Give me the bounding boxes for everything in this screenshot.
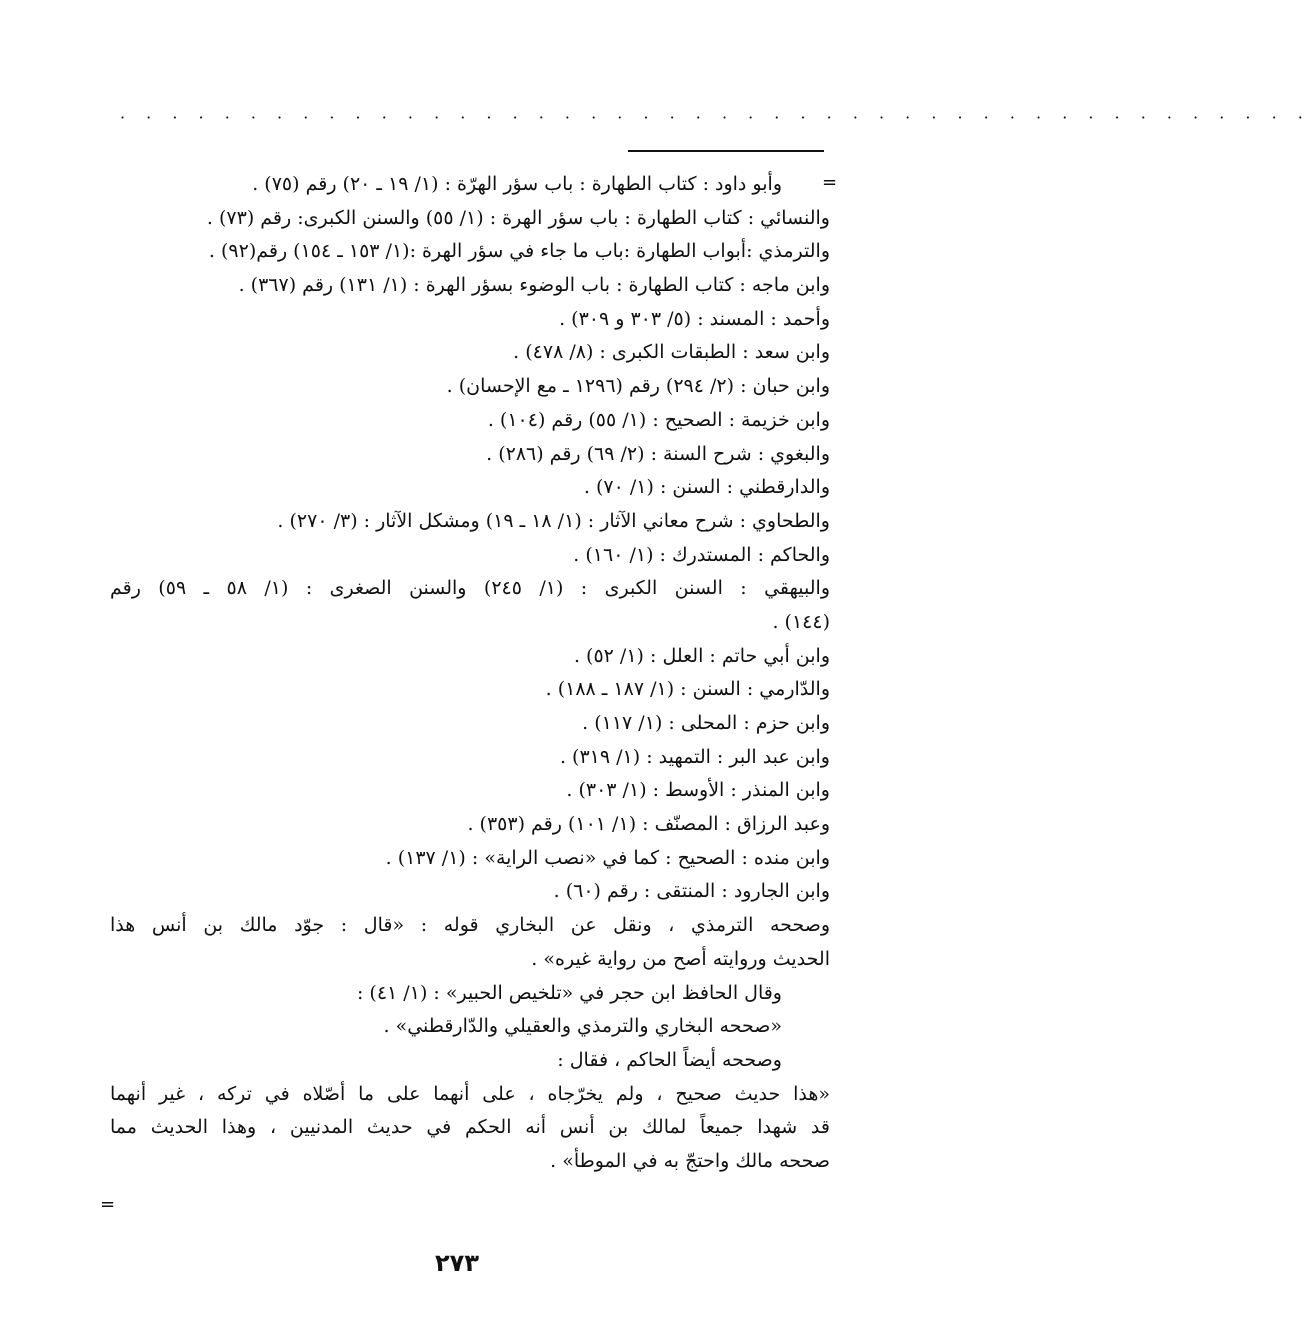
text-line: «هذا حديث صحيح ، ولم يخرّجاه ، على أنهما على ما أصّلاه في تركه ، غير أنهما [110, 1082, 830, 1105]
text-line: وابن الجارود : المنتقى : رقم (٦٠) . [553, 880, 830, 903]
text-line: وصححه أيضاً الحاكم ، فقال : [557, 1048, 782, 1071]
text-line: وابن ماجه : كتاب الطهارة : باب الوضوء بسؤر الهرة : (١/ ١٣١) رقم (٣٦٧) . [238, 274, 830, 297]
text-line: قد شهدا جميعاً لمالك بن أنس أنه الحكم في حديث المدنيين ، وهذا الحديث مما [110, 1116, 830, 1139]
text-line: وعبد الرزاق : المصنّف : (١/ ١٠١) رقم (٣٥٣) . [467, 813, 830, 836]
text-line: وابن حبان : (٢/ ٢٩٤) رقم (١٢٩٦ ـ مع الإحسان) . [446, 375, 830, 398]
text-line: والبيهقي : السنن الكبرى : (١/ ٢٤٥) والسنن الصغرى : (١/ ٥٨ ـ ٥٩) رقم [110, 577, 830, 600]
text-line: والنسائي : كتاب الطهارة : باب سؤر الهرة : (١/ ٥٥) والسنن الكبرى: رقم (٧٣) . [206, 206, 830, 229]
text-line: (١٤٤) . [772, 610, 830, 633]
text-line: وابن المنذر : الأوسط : (١/ ٣٠٣) . [566, 779, 830, 802]
text-line: وابن حزم : المحلى : (١/ ١١٧) . [582, 712, 830, 734]
continuation-mark-bottom: = [100, 1194, 116, 1215]
text-line: وابن خزيمة : الصحيح : (١/ ٥٥) رقم (١٠٤) . [487, 408, 830, 431]
text-line: والحاكم : المستدرك : (١/ ١٦٠) . [573, 543, 830, 566]
text-line: والدّارمي : السنن : (١/ ١٨٧ ـ ١٨٨) . [545, 678, 830, 701]
text-line: والطحاوي : شرح معاني الآثار : (١/ ١٨ ـ ١٩) ومشكل الآثار : (٣/ ٢٧٠) . [277, 509, 830, 532]
text-line: وابن أبي حاتم : العلل : (١/ ٥٢) . [573, 644, 830, 667]
text-line: وأحمد : المسند : (٥/ ٣٠٣ و ٣٠٩) . [559, 307, 830, 330]
text-line: والدارقطني : السنن : (١/ ٧٠) . [583, 476, 830, 499]
text-line: وابن عبد البر : التمهيد : (١/ ٣١٩) . [559, 745, 830, 768]
text-line: «صححه البخاري والترمذي والعقيلي والدّارقطني» . [383, 1015, 782, 1038]
text-line: وصححه الترمذي ، ونقل عن البخاري قوله : «قال : جوّد مالك بن أنس هذا [110, 914, 830, 937]
continuation-mark-top: = [822, 172, 838, 193]
text-line: الحديث وروايته أصح من رواية غيره» . [531, 947, 830, 970]
text-line: وقال الحافظ ابن حجر في «تلخيص الحبير» : (١/ ٤١) : [356, 981, 782, 1004]
text-line: وابن منده : الصحيح : كما في «نصب الراية» : (١/ ١٣٧) . [385, 846, 830, 869]
page-number: ٢٧٣ [435, 1249, 479, 1277]
separator-dots: · · · · · · · · · · · · · · · · · · · · · · · · · · · · · · · · · · · · · · · · · · · · · · [120, 108, 1311, 127]
text-line: والبغوي : شرح السنة : (٢/ ٦٩) رقم (٢٨٦) . [486, 442, 830, 465]
footnote-rule [628, 150, 824, 152]
text-line: والترمذي :أبواب الطهارة :باب ما جاء في سؤر الهرة :(١/ ١٥٣ ـ ١٥٤) رقم(٩٢) . [208, 240, 830, 263]
text-line: وابن سعد : الطبقات الكبرى : (٨/ ٤٧٨) . [513, 341, 830, 364]
text-line: صححه مالك واحتجّ به في الموطأ» . [550, 1149, 830, 1172]
text-line: وأبو داود : كتاب الطهارة : باب سؤر الهرّة : (١/ ١٩ ـ ٢٠) رقم (٧٥) . [252, 173, 782, 195]
footnote-text [110, 168, 830, 1179]
